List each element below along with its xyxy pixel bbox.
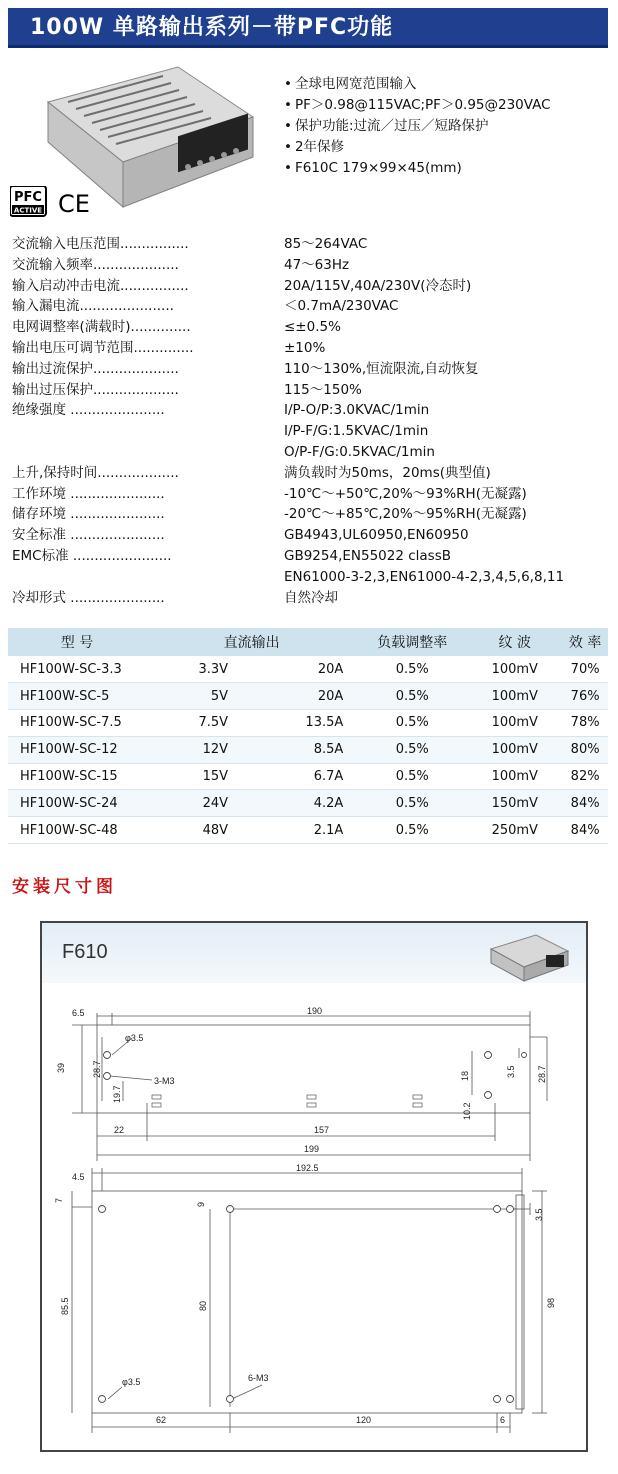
spec-value: 115～150% — [284, 381, 362, 398]
dim-label: 6-M3 — [248, 1373, 269, 1383]
spec-row — [12, 525, 612, 546]
spec-label: 输出过压保护.................... — [12, 381, 179, 398]
cell-regulation: 0.5% — [357, 656, 467, 683]
spec-label: 冷却形式 ...................... — [12, 589, 165, 606]
spec-label: 交流输入频率.................... — [12, 256, 179, 273]
cell-ripple: 100mV — [467, 763, 562, 790]
spec-value: I/P-F/G:1.5KVAC/1min — [284, 423, 429, 440]
spec-label: 输出过流保护.................... — [12, 360, 179, 377]
dim-label: 4.5 — [72, 1172, 85, 1182]
spec-row — [12, 504, 612, 525]
dim-label: 39 — [56, 1062, 66, 1073]
spec-value: 110～130%,恒流限流,自动恢复 — [284, 360, 479, 377]
spec-value: -20℃～+85℃,20%～95%RH(无凝露) — [284, 506, 527, 523]
cell-model: HF100W-SC-24 — [8, 790, 146, 817]
spec-row — [12, 359, 612, 380]
spec-value: -10℃～+50℃,20%～93%RH(无凝露) — [284, 485, 527, 502]
cell-regulation: 0.5% — [357, 817, 467, 844]
spec-values — [284, 234, 612, 255]
spec-row — [12, 400, 612, 462]
cell-regulation: 0.5% — [357, 683, 467, 710]
spec-values — [284, 504, 612, 525]
dim-label: 10.2 — [462, 1102, 472, 1120]
dim-label: 190 — [307, 1006, 323, 1016]
spec-values — [284, 255, 612, 276]
cell-model: HF100W-SC-7.5 — [8, 710, 146, 737]
dim-label: 98 — [546, 1297, 556, 1308]
feature-list — [284, 74, 614, 179]
header-load-regulation: 负载调整率 — [357, 628, 467, 656]
spec-values — [284, 484, 612, 505]
cell-efficiency: 76% — [562, 683, 608, 710]
dim-label: 85.5 — [60, 1297, 70, 1315]
cell-ripple: 100mV — [467, 683, 562, 710]
spec-label: 上升,保持时间................... — [12, 464, 179, 481]
spec-values — [284, 588, 612, 609]
spec-values — [284, 463, 612, 484]
spec-row — [12, 317, 612, 338]
table-row — [8, 790, 608, 817]
dim-label: 199 — [304, 1144, 320, 1154]
feature-item: • 2年保修 — [284, 137, 614, 158]
dim-label: 3-M3 — [154, 1076, 175, 1086]
dim-label: 28.7 — [92, 1060, 102, 1078]
drawing-canvas — [42, 923, 588, 1452]
cell-current: 4.2A — [240, 790, 357, 817]
dim-label: 19.7 — [112, 1085, 122, 1103]
dim-label: 157 — [314, 1125, 330, 1135]
cell-efficiency: 80% — [562, 736, 608, 763]
spec-values — [284, 338, 612, 359]
spec-values — [284, 400, 612, 462]
cell-voltage: 5V — [146, 683, 240, 710]
cell-model: HF100W-SC-3.3 — [8, 656, 146, 683]
table-row — [8, 763, 608, 790]
cell-current: 6.7A — [240, 763, 357, 790]
dim-label: φ3.5 — [122, 1377, 141, 1387]
spec-row — [12, 234, 612, 255]
header-efficiency: 效 率 — [562, 628, 608, 656]
cell-voltage: 24V — [146, 790, 240, 817]
dim-label: 7 — [54, 1197, 64, 1203]
table-row — [8, 683, 608, 710]
cell-regulation: 0.5% — [357, 736, 467, 763]
page-title: 100W 单路输出系列－带PFC功能 — [8, 8, 608, 48]
spec-list — [12, 234, 612, 608]
cell-model: HF100W-SC-5 — [8, 683, 146, 710]
cell-ripple: 100mV — [467, 736, 562, 763]
header-dc-output: 直流输出 — [146, 628, 357, 656]
spec-values — [284, 359, 612, 380]
spec-value: 自然冷却 — [284, 589, 338, 606]
spec-value: ≤±0.5% — [284, 319, 341, 336]
dim-label: 192.5 — [296, 1163, 319, 1173]
feature-item: • 全球电网宽范围输入 — [284, 74, 614, 95]
spec-values — [284, 276, 612, 297]
spec-row — [12, 255, 612, 276]
certification-logos — [10, 186, 110, 218]
spec-row — [12, 380, 612, 401]
dim-label: 3.5 — [506, 1065, 516, 1078]
header-ripple: 纹 波 — [467, 628, 562, 656]
cell-current: 8.5A — [240, 736, 357, 763]
feature-item: • 保护功能:过流／过压／短路保护 — [284, 116, 614, 137]
cell-regulation: 0.5% — [357, 763, 467, 790]
table-row — [8, 736, 608, 763]
cell-voltage: 48V — [146, 817, 240, 844]
cell-efficiency: 84% — [562, 790, 608, 817]
spec-value: O/P-F/G:0.5KVAC/1min — [284, 443, 435, 460]
cell-voltage: 3.3V — [146, 656, 240, 683]
spec-row — [12, 296, 612, 317]
cell-voltage: 12V — [146, 736, 240, 763]
install-dimensions-title: 安装尺寸图 — [12, 877, 117, 897]
table-row — [8, 710, 608, 737]
cell-regulation: 0.5% — [357, 710, 467, 737]
dimension-drawing — [40, 921, 588, 1452]
spec-value: GB4943,UL60950,EN60950 — [284, 527, 469, 544]
cell-efficiency: 78% — [562, 710, 608, 737]
cell-model: HF100W-SC-12 — [8, 736, 146, 763]
dim-label: 3.5 — [534, 1208, 544, 1221]
dim-label: 120 — [356, 1415, 372, 1425]
table-row — [8, 656, 608, 683]
dim-label: 6.5 — [72, 1008, 85, 1018]
dim-label: 22 — [114, 1125, 125, 1135]
spec-value: GB9254,EN55022 classB — [284, 547, 452, 564]
cell-model: HF100W-SC-15 — [8, 763, 146, 790]
spec-label: 工作环境 ...................... — [12, 485, 165, 502]
spec-row — [12, 484, 612, 505]
cell-efficiency: 82% — [562, 763, 608, 790]
cell-regulation: 0.5% — [357, 790, 467, 817]
spec-value: ±10% — [284, 339, 326, 356]
spec-label: 绝缘强度 ...................... — [12, 402, 165, 419]
cell-ripple: 150mV — [467, 790, 562, 817]
pfc-logo-text: PFC — [14, 190, 42, 205]
cell-current: 20A — [240, 683, 357, 710]
spec-value: 20A/115V,40A/230V(冷态时) — [284, 277, 472, 294]
ce-mark: CE — [58, 190, 90, 218]
spec-row — [12, 588, 612, 609]
spec-label: 储存环境 ...................... — [12, 506, 165, 523]
dim-label: φ3.5 — [125, 1033, 144, 1043]
spec-label: 安全标准 ...................... — [12, 527, 165, 544]
cell-voltage: 7.5V — [146, 710, 240, 737]
spec-label: 交流输入电压范围................ — [12, 236, 189, 252]
spec-value: EN61000-3-2,3,EN61000-4-2,3,4,5,6,8,11 — [284, 568, 565, 585]
spec-row — [12, 463, 612, 484]
cell-current: 2.1A — [240, 817, 357, 844]
dim-label: 62 — [156, 1415, 167, 1425]
dim-label: 80 — [198, 1300, 208, 1311]
spec-value: 85～264VAC — [284, 236, 368, 252]
spec-label: 输入漏电流...................... — [12, 298, 174, 315]
dim-label: 6 — [500, 1415, 506, 1425]
drawing-model-label: F610 — [62, 941, 108, 963]
spec-values — [284, 296, 612, 317]
spec-label: 电网调整率(满载时).............. — [12, 319, 191, 336]
cell-efficiency: 84% — [562, 817, 608, 844]
spec-row — [12, 338, 612, 359]
cell-ripple: 100mV — [467, 656, 562, 683]
spec-values — [284, 546, 612, 588]
model-table — [8, 628, 608, 844]
cell-current: 20A — [240, 656, 357, 683]
cell-model: HF100W-SC-48 — [8, 817, 146, 844]
header-model: 型 号 — [8, 628, 146, 656]
table-header-row — [8, 628, 608, 656]
cell-voltage: 15V — [146, 763, 240, 790]
spec-row — [12, 546, 612, 588]
cell-current: 13.5A — [240, 710, 357, 737]
spec-values — [284, 380, 612, 401]
dim-label: 18 — [460, 1070, 470, 1081]
spec-values — [284, 525, 612, 546]
spec-value: 47～63Hz — [284, 256, 350, 273]
cell-ripple: 250mV — [467, 817, 562, 844]
spec-label: EMC标准 ....................... — [12, 547, 172, 564]
spec-value: 满负载时为50ms，20ms(典型值) — [284, 464, 491, 481]
table-row — [8, 817, 608, 844]
spec-value: ＜0.7mA/230VAC — [284, 298, 399, 315]
spec-row — [12, 276, 612, 297]
spec-label: 输出电压可调节范围.............. — [12, 339, 194, 356]
cell-ripple: 100mV — [467, 710, 562, 737]
spec-values — [284, 317, 612, 338]
feature-item: • F610C 179×99×45(mm) — [284, 158, 614, 179]
dim-label: 9 — [196, 1201, 206, 1207]
spec-value: I/P-O/P:3.0KVAC/1min — [284, 402, 430, 419]
feature-item: • PF＞0.98@115VAC;PF＞0.95@230VAC — [284, 95, 614, 116]
spec-label: 输入启动冲击电流................ — [12, 277, 189, 294]
pfc-logo-subtext: ACTIVE — [13, 206, 43, 215]
cell-efficiency: 70% — [562, 656, 608, 683]
dim-label: 28.7 — [537, 1065, 547, 1083]
